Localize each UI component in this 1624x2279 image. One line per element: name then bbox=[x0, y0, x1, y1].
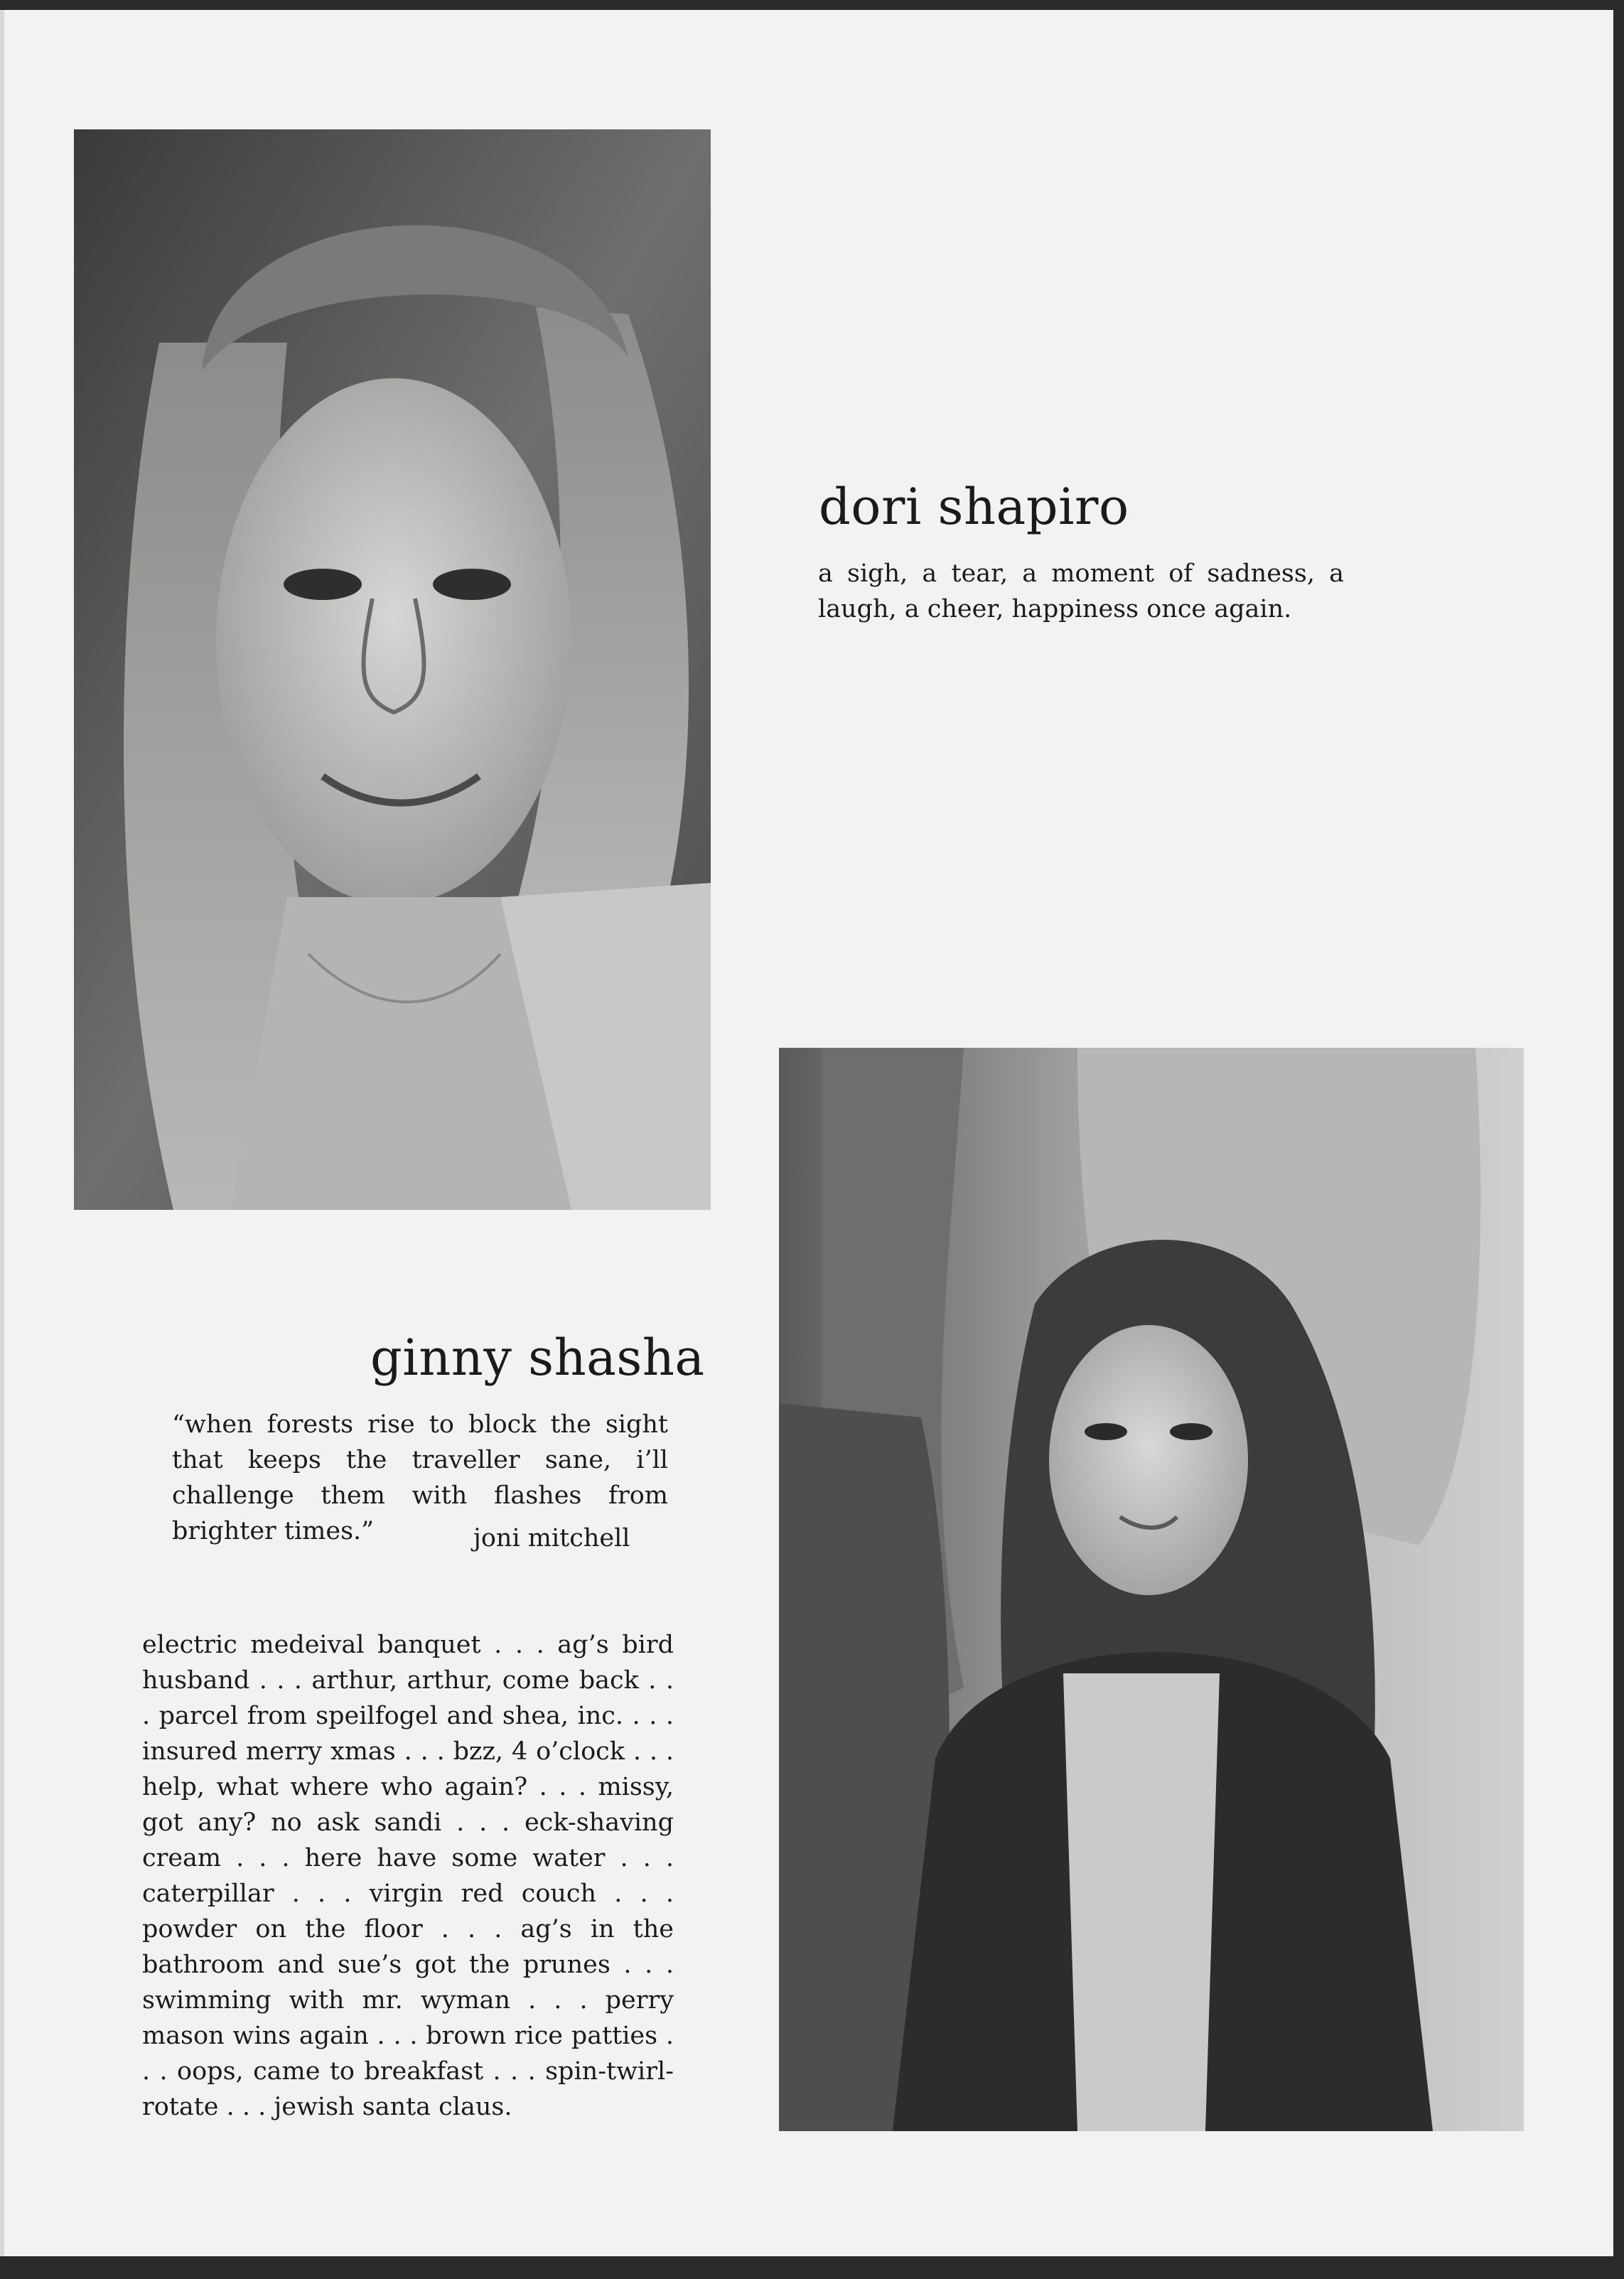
student-name-ginny: ginny shasha bbox=[370, 1329, 705, 1388]
portrait-photo-dori bbox=[74, 129, 711, 1210]
yearbook-page bbox=[0, 10, 1613, 2256]
student-name-dori: dori shapiro bbox=[819, 478, 1129, 537]
dori-quote: a sigh, a tear, a moment of sadness, a laugh, a cheer, happiness once again. bbox=[818, 559, 1344, 623]
portrait-photo-ginny bbox=[779, 1048, 1524, 2131]
quote-attribution: joni mitchell bbox=[473, 1524, 630, 1553]
ginny-memories-text: electric medeival banquet . . . ag’s bird husband . . . arthur, arthur, come back . . . parcel from speilfogel and shea, inc. . . . insured merry xmas . . . bzz, 4 o’clock . . . help, what where who again? . . . missy, got any? no ask sandi . . . eck-shaving cream . . . here have some water . . . caterpillar . . . virgin red couch . . . powder on the floor . . . ag’s in the bathroom and sue’s got the prunes . . . swimming with mr. wyman . . . perry mason wins again . . . brown rice patties . . . oops, came to breakfast . . . spin-twirl-rotate . . . jewish santa claus. bbox=[142, 1631, 674, 2121]
ginny-quote: “when forests rise to block the sight that keeps the traveller sane, i’ll challenge them with flashes from brighter times.” bbox=[172, 1410, 668, 1545]
